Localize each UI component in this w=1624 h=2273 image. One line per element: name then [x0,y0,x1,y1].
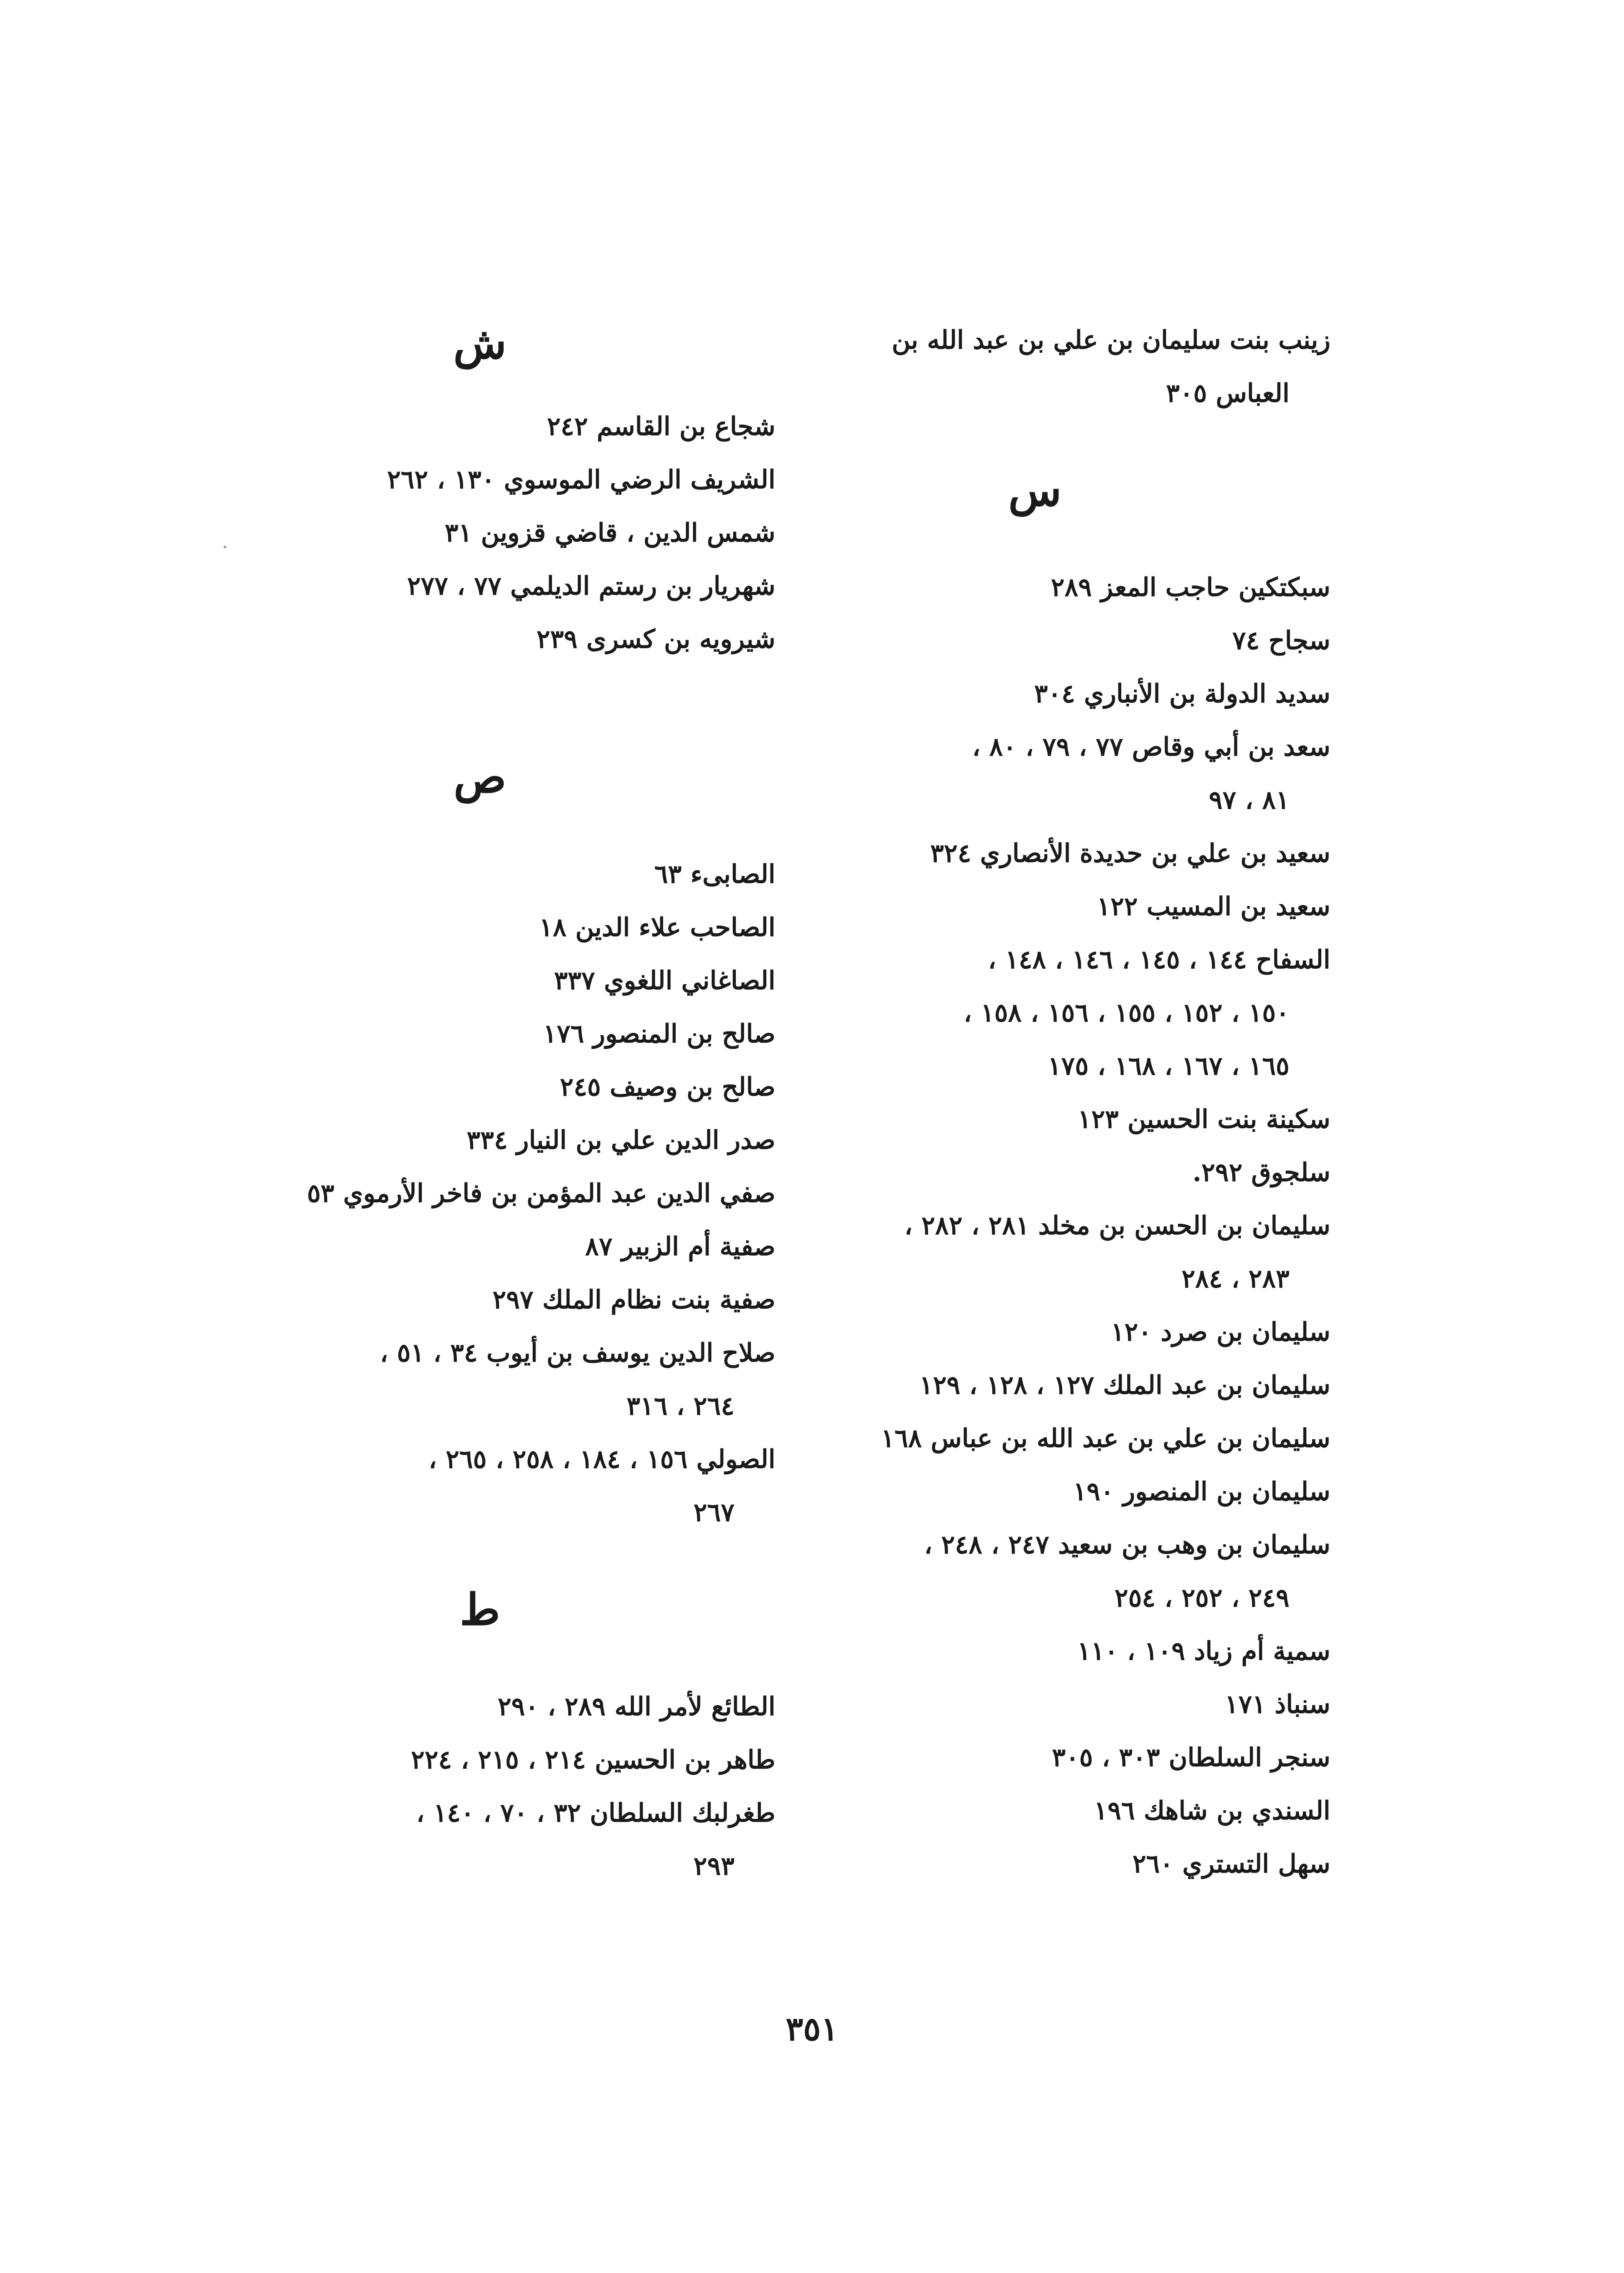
index-entry: السفاح ١٤٤ ، ١٤٥ ، ١٤٦ ، ١٤٨ ، [988,945,1330,975]
index-entry: صفية أم الزبير ٨٧ [585,1232,775,1262]
index-entry: سليمان بن عبد الملك ١٢٧ ، ١٢٨ ، ١٢٩ [919,1370,1330,1400]
index-entry: طاهر بن الحسين ٢١٤ ، ٢١٥ ، ٢٢٤ [411,1745,775,1775]
index-entry: شجاع بن القاسم ٢٤٢ [547,411,775,441]
index-entry: سعد بن أبي وقاص ٧٧ ، ٧٩ ، ٨٠ ، [972,732,1330,762]
section-header-sin: س [1008,465,1062,516]
index-entry-continuation: ٢٦٤ ، ٣١٦ [626,1391,735,1421]
index-entry-continuation: ٢٤٩ ، ٢٥٢ ، ٢٥٤ [1114,1583,1289,1613]
index-entry: سمية أم زياد ١٠٩ ، ١١٠ [1077,1636,1330,1666]
index-entry: سلجوق ٢٩٢. [1192,1157,1330,1187]
index-entry: الطائع لأمر الله ٢٨٩ ، ٢٩٠ [497,1692,775,1722]
scan-speck [224,546,226,548]
index-entry: الصاغاني اللغوي ٣٣٧ [554,966,775,996]
index-entry: سنجر السلطان ٣٠٣ ، ٣٠٥ [1052,1742,1330,1772]
index-entry-continuation: ٢٨٣ ، ٢٨٤ [1181,1264,1289,1294]
page-number: ٣٥١ [785,2009,839,2048]
index-entry: سليمان بن المنصور ١٩٠ [1073,1477,1330,1507]
index-entry: سديد الدولة بن الأنباري ٣٠٤ [1034,679,1330,709]
right-column [740,314,1330,1891]
index-entry: صدر الدين علي بن النيار ٣٣٤ [466,1125,775,1155]
index-entry-zainab-cont: العباس ٣٠٥ [1166,378,1289,408]
index-entry: صالح بن المنصور ١٧٦ [543,1019,775,1049]
index-entry: سبكتكين حاجب المعز ٢٨٩ [1050,572,1330,602]
index-entry: صفية بنت نظام الملك ٢٩٧ [492,1285,775,1315]
index-entry: الصابىء ٦٣ [654,859,775,889]
index-entry: السندي بن شاهك ١٩٦ [1094,1796,1330,1826]
index-entry: سليمان بن علي بن عبد الله بن عباس ١٦٨ [880,1423,1330,1453]
index-entry: الصولي ١٥٦ ، ١٨٤ ، ٢٥٨ ، ٢٦٥ ، [428,1444,775,1474]
index-entry-zainab: زينب بنت سليمان بن علي بن عبد الله بن [891,325,1330,355]
sad-entry-list [185,848,775,1539]
index-entry: سعيد بن علي بن حديدة الأنصاري ٣٢٤ [930,838,1330,868]
index-entry: شيرويه بن كسرى ٢٣٩ [536,624,775,654]
index-entry: سعيد بن المسيب ١٢٢ [1096,891,1330,921]
index-entry: سجاح ٧٤ [1232,626,1330,656]
index-entry-continuation: ١٥٠ ، ١٥٢ ، ١٥٥ ، ١٥٦ ، ١٥٨ ، [963,998,1289,1028]
index-entry: شهريار بن رستم الديلمي ٧٧ ، ٢٧٧ [407,571,775,601]
index-entry: سليمان بن صرد ١٢٠ [1110,1317,1330,1347]
index-entry: سليمان بن الحسن بن مخلد ٢٨١ ، ٢٨٢ ، [904,1211,1330,1241]
index-entry-continuation: ٢٦٧ [693,1497,735,1527]
index-entry-continuation: ٢٩٣ [693,1851,735,1881]
index-entry: طغرلبك السلطان ٣٢ ، ٧٠ ، ١٤٠ ، [416,1798,775,1828]
section-header-shin: ش [453,317,507,369]
ta-entry-list [185,1680,775,1893]
index-entry: سكينة بنت الحسين ١٢٣ [1077,1104,1330,1134]
index-entry: سليمان بن وهب بن سعيد ٢٤٧ ، ٢٤٨ ، [924,1530,1330,1560]
index-entry-continuation: ٨١ ، ٩٧ [1209,785,1289,815]
index-entry: سهل التستري ٢٦٠ [1132,1849,1330,1879]
index-entry: الشريف الرضي الموسوي ١٣٠ ، ٢٦٢ [387,465,775,495]
index-entry-continuation: ١٦٥ ، ١٦٧ ، ١٦٨ ، ١٧٥ [1047,1051,1289,1081]
index-entry: الصاحب علاء الدين ١٨ [539,912,775,942]
index-entry: صفي الدين عبد المؤمن بن فاخر الأرموي ٥٣ [307,1178,775,1208]
left-column [185,314,775,1893]
section-header-ta: ط [460,1584,500,1635]
index-entry: صالح بن وصيف ٢٤٥ [560,1072,775,1102]
index-entry: سنباذ ١٧١ [1224,1689,1330,1719]
section-header-sad: ص [453,751,507,803]
index-entry: شمس الدين ، قاضي قزوين ٣١ [445,518,775,548]
sin-entry-list [740,561,1330,1891]
index-entry: صلاح الدين يوسف بن أيوب ٣٤ ، ٥١ ، [380,1338,775,1368]
